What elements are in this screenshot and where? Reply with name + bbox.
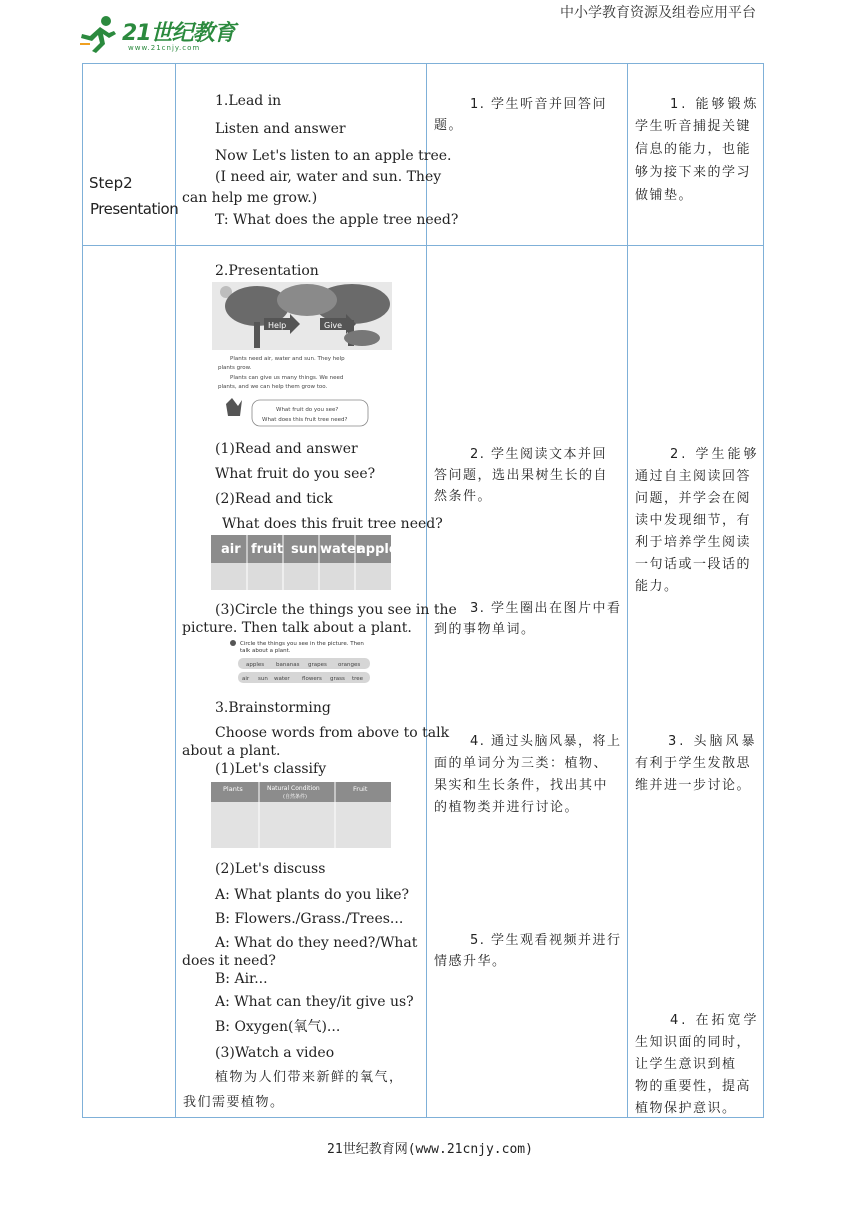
classify-table [211,782,391,848]
design-purpose: 4. 在拓宽学 [670,1013,760,1028]
question-tree-need: What does this fruit tree need? [222,516,443,532]
video-summary: 植物为人们带来新鲜的氧气， [215,1070,404,1085]
row1-purpose: 做铺垫。 [635,188,694,203]
row1-text: Now Let's listen to an apple tree. [215,148,452,164]
svg-text:Give: Give [324,321,343,330]
design-purpose: 维并进一步讨论。 [635,778,752,793]
student-activity: 3. 学生圈出在图片中看 [470,601,622,616]
table-border [627,63,628,1118]
svg-text:fruit: fruit [251,542,283,557]
svg-text:Plants can give us many things: Plants can give us many things. We need [230,375,344,381]
circle-instruction: (3)Circle the things you see in the [215,602,457,618]
site-logo [78,14,238,58]
svg-text:Natural Condition: Natural Condition [267,785,320,792]
svg-text:water: water [320,542,363,557]
row1-purpose: 1. 能够锻炼 [670,97,760,112]
svg-text:sun: sun [258,676,268,682]
classify-heading: (1)Let's classify [215,761,327,777]
svg-text:water: water [274,676,290,682]
runner-logo-icon [78,14,122,54]
design-purpose: 物的重要性，提高 [635,1079,752,1094]
svg-text:apple: apple [357,542,398,557]
student-activity: 果实和生长条件，找出其中 [434,778,609,793]
row1-purpose: 够为接下来的学习 [635,165,752,180]
svg-text:bananas: bananas [276,662,300,668]
design-purpose: 问题，并学会在阅 [635,491,752,506]
svg-text:Help: Help [268,321,287,330]
design-purpose: 一句话或一段话的 [635,557,752,572]
svg-text:oranges: oranges [338,662,361,668]
design-purpose: 读中发现细节，有 [635,513,752,528]
table-border [82,63,83,1118]
svg-text:Plants: Plants [223,785,243,793]
svg-text:sun: sun [291,542,318,557]
row1-student-activity: 题。 [434,118,464,133]
step-label-presentation: Presentation [90,200,179,218]
student-activity: 到的事物单词。 [434,622,536,637]
svg-text:What fruit do you see?: What fruit do you see? [276,407,339,413]
svg-text:Circle the things you see in t: Circle the things you see in the picture. Then [240,641,364,647]
circle-instruction: picture. Then talk about a plant. [182,620,412,636]
student-activity: 然条件。 [434,489,493,504]
lead-in-heading: 1.Lead in [215,93,282,109]
table-border [175,63,176,1118]
logo-url: www.21cnjy.com [128,44,201,52]
step-label: Step2 [89,174,133,192]
student-activity: 2. 学生阅读文本并回 [470,447,608,462]
dialogue-line: B: Flowers./Grass./Trees... [215,911,404,927]
presentation-heading: 2.Presentation [215,263,319,279]
row1-text: Listen and answer [215,121,346,137]
table-border [82,63,764,64]
question-fruit: What fruit do you see? [215,466,376,482]
design-purpose: 生知识面的同时， [635,1035,752,1050]
footer-site-link[interactable]: 21世纪教育网(www.21cnjy.com) [327,1142,533,1157]
row1-text: (I need air, water and sun. They [215,169,442,185]
tick-table [211,535,398,590]
svg-text:(自然条件): (自然条件) [283,794,307,800]
svg-text:plants grow.: plants grow. [218,365,252,371]
choose-words: about a plant. [182,743,281,759]
design-purpose: 有利于学生发散思 [635,756,752,771]
row1-text: T: What does the apple tree need? [215,212,459,228]
svg-text:air: air [242,676,250,682]
choose-words: Choose words from above to talk [215,725,450,741]
dialogue-line: A: What can they/it give us? [215,994,414,1010]
video-summary: 我们需要植物。 [183,1095,285,1110]
brainstorming-heading: 3.Brainstorming [215,700,331,716]
student-activity: 情感升华。 [434,954,507,969]
svg-text:Fruit: Fruit [353,785,368,793]
svg-text:talk about a plant.: talk about a plant. [240,648,291,654]
svg-text:What does this fruit tree need: What does this fruit tree need? [262,417,348,423]
dialogue-line: A: What plants do you like? [215,887,410,903]
svg-text:flowers: flowers [302,676,322,682]
svg-text:Plants need air, water and sun: Plants need air, water and sun. They help [230,356,345,362]
row1-text: can help me grow.) [182,190,318,206]
svg-text:air: air [221,542,241,557]
student-activity: 答问题，选出果树生长的自 [434,468,609,483]
dialogue-line: A: What do they need?/What [215,935,418,951]
design-purpose: 通过自主阅读回答 [635,469,752,484]
design-purpose: 2. 学生能够 [670,447,760,462]
student-activity: 的植物类并进行讨论。 [434,800,580,815]
design-purpose: 能力。 [635,579,679,594]
platform-header-text: 中小学教育资源及组卷应用平台 [560,5,756,21]
character-icon [226,398,242,416]
logo-wordmark: 21世纪教育 [122,21,235,46]
watch-video-heading: (3)Watch a video [215,1045,335,1061]
design-purpose: 3. 头脑风暴 [668,734,758,749]
svg-text:tree: tree [352,676,364,682]
dialogue-line: does it need? [182,953,276,969]
table-border [763,63,764,1118]
dialogue-line: B: Oxygen(氧气)... [215,1019,341,1035]
design-purpose: 利于培养学生阅读 [635,535,752,550]
row1-purpose: 信息的能力，也能 [635,142,752,157]
read-tick: (2)Read and tick [215,491,333,507]
textbook-picture-trees [212,282,392,430]
student-activity: 4. 通过头脑风暴，将上 [470,734,622,749]
svg-text:plants, and we can help them g: plants, and we can help them grow too. [218,384,328,390]
student-activity: 面的单词分为三类：植物、 [434,756,609,771]
dialogue-line: B: Air... [215,971,268,987]
row1-student-activity: 1. 学生听音并回答问 [470,97,608,112]
discuss-heading: (2)Let's discuss [215,861,326,877]
svg-text:grass: grass [330,676,345,682]
design-purpose: 植物保护意识。 [635,1101,737,1116]
read-answer: (1)Read and answer [215,441,358,457]
svg-text:apples: apples [246,662,265,668]
student-activity: 5. 学生观看视频并进行 [470,933,622,948]
table-border [82,245,764,246]
row1-purpose: 学生听音捕捉关键 [635,119,752,134]
svg-text:grapes: grapes [308,662,327,668]
circle-words-picture [228,638,374,686]
design-purpose: 让学生意识到植 [635,1057,737,1072]
